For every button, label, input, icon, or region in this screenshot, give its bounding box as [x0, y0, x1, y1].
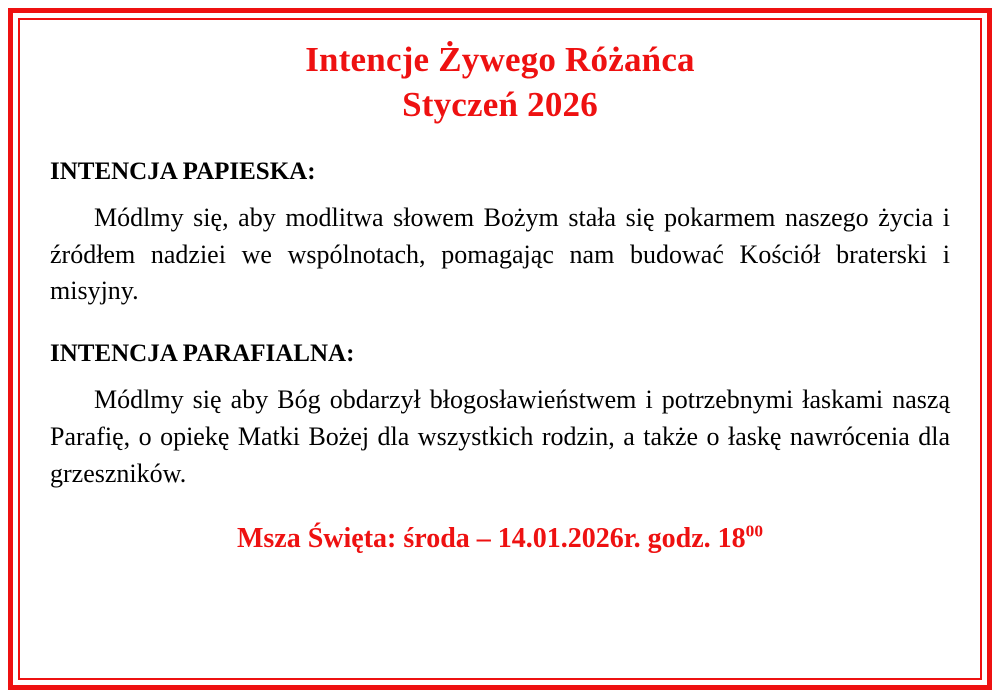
page-title-line-1: Intencje Żywego Różańca — [305, 40, 695, 79]
section-papal — [50, 158, 950, 311]
mass-time-minutes: 00 — [745, 521, 763, 541]
section-papal-body: Módlmy się, aby modlitwa słowem Bożym stała się pokarmem naszego życia i źródłem nadziei we wspólnotach, pomagając nam budować Kościół braterski i misyjny. — [50, 202, 950, 306]
mass-time-text: Msza Święta: środa – 14.01.2026r. godz. 18 — [236, 523, 746, 555]
section-parish-body: Módlmy się aby Bóg obdarzył błogosławieństwem i potrzebnymi łaskami naszą Parafię, o opiekę Matki Bożej dla wszystkich rodzin, a także o łaskę nawrócenia dla grzeszników. — [50, 385, 950, 489]
page-title — [50, 38, 950, 128]
mass-time-note — [50, 523, 950, 555]
section-parish — [50, 340, 950, 493]
page-title-line-2: Styczeń 2026 — [402, 84, 598, 124]
poster-outer-border — [8, 8, 992, 690]
section-parish-heading: INTENCJA PARAFIALNA: — [50, 340, 355, 368]
section-papal-heading: INTENCJA PAPIESKA: — [50, 157, 316, 185]
poster-inner-border — [18, 18, 982, 680]
